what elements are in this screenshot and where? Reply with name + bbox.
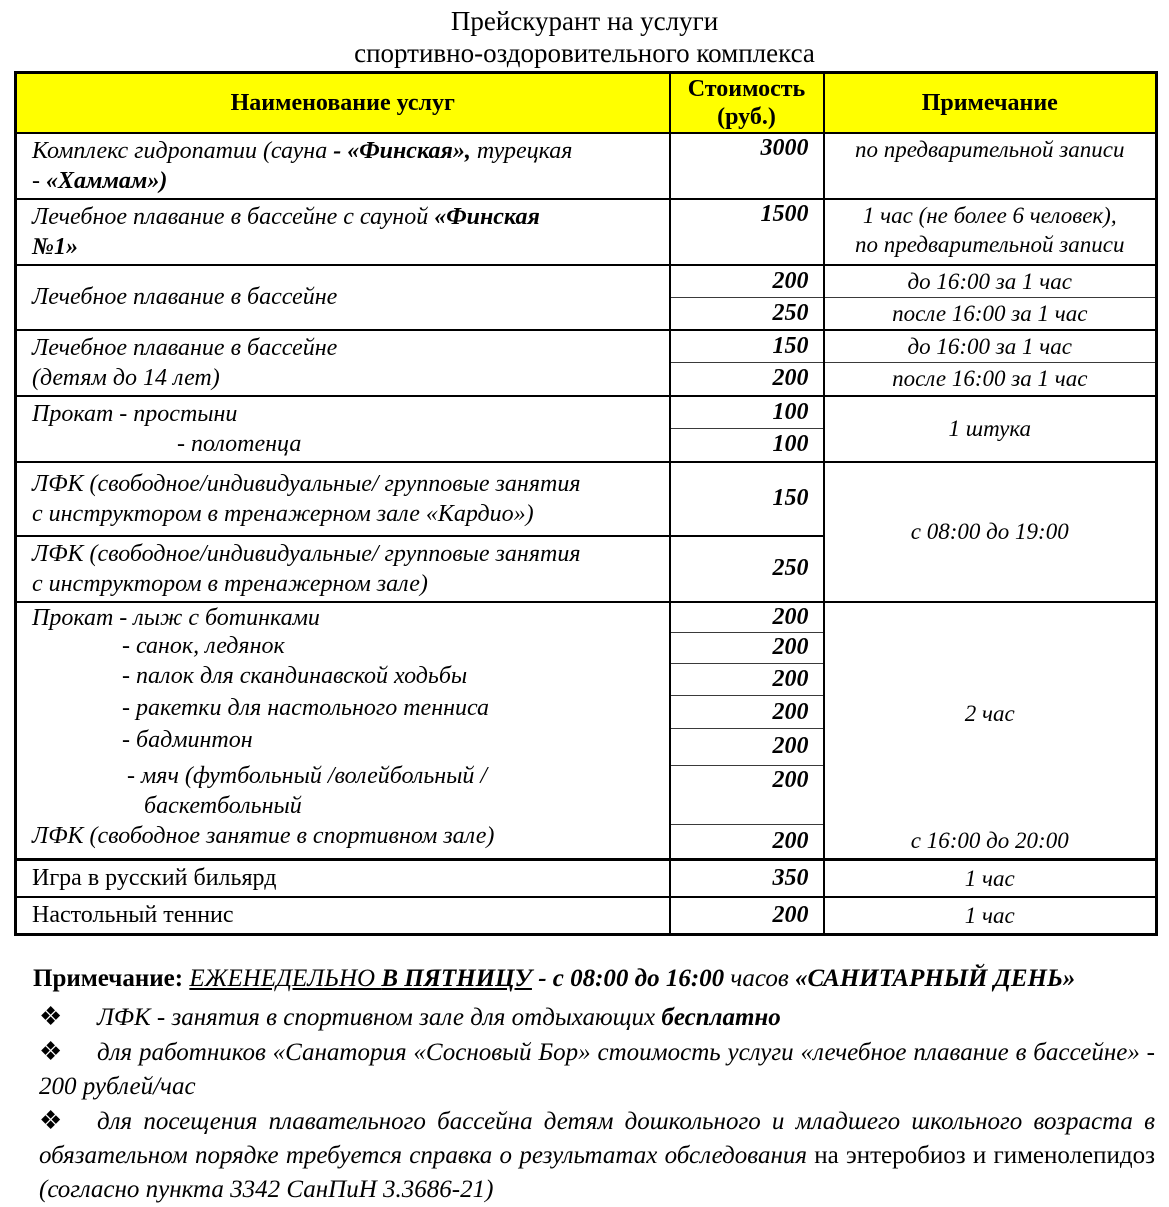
price-value: 200 (670, 696, 824, 729)
table-row (16, 897, 1157, 934)
price-value: 3000 (670, 133, 824, 199)
note-value: после 16:00 за 1 час (824, 297, 1157, 330)
service-name (16, 462, 670, 536)
note-heading: Примечание: ЕЖЕНЕДЕЛЬНО В ПЯТНИЦУ - с 08:00 до 16:00 часов «САНИТАРНЫЙ ДЕНЬ» (33, 964, 1076, 992)
price-value: 1500 (670, 199, 824, 265)
price-value: 200 (670, 765, 824, 824)
diamond-bullet-icon: ❖ (39, 1036, 63, 1066)
service-name: Настольный теннис (16, 897, 670, 934)
table-row (16, 199, 1157, 265)
service-name-line1: Лечебное плавание в бассейне (32, 334, 338, 361)
diamond-bullet-icon: ❖ (39, 1001, 63, 1031)
price-value: 200 (670, 602, 824, 633)
service-name (16, 330, 670, 396)
note-value: до 16:00 за 1 час (824, 330, 1157, 363)
service-name-line1: ЛФК (свободное/индивидуальные/ групповые занятия (32, 540, 581, 567)
table-row (16, 133, 1157, 199)
col-header-price (670, 73, 824, 133)
note-bullet-3-text: для посещения плавательного бассейна детям дошкольного и младшего школьного возраста в обязательном порядке требуется справка о результатах обследования на энтеробиоз и гименолепидоз (согласно пункта 3342 СанПиН 3.3686-21) (39, 1107, 1155, 1203)
service-name: Игра в русский бильярд (16, 859, 670, 897)
title-line-2: спортивно-оздоровительного комплекса (354, 38, 815, 68)
price-value: 200 (670, 363, 824, 396)
note-value: 1 штука (824, 396, 1157, 462)
service-name-line1: Прокат - простыни (32, 400, 238, 427)
table-row (16, 462, 1157, 536)
service-name-line2: (детям до 14 лет) (32, 364, 220, 391)
note-value: по предварительной записи (824, 133, 1157, 199)
service-name-line2: - полотенца (177, 430, 302, 457)
note-bullet-2-text: для работников «Санатория «Сосновый Бор» стоимость услуги «лечебное плавание в бассейне» - 200 рублей/час (39, 1038, 1155, 1100)
note-value: после 16:00 за 1 час (824, 363, 1157, 396)
title-line-1: Прейскурант на услуги (450, 6, 719, 36)
note-bullet-2 (39, 1035, 1155, 1104)
table-row (16, 265, 1157, 298)
note-bullet-3 (39, 1104, 1155, 1207)
service-name: Лечебное плавание в бассейне (16, 265, 670, 330)
rental-item: - палок для скандинавской ходьбы (122, 662, 468, 689)
note-bullet-1 (39, 1000, 1155, 1035)
price-value: 200 (670, 824, 824, 859)
price-value: 200 (670, 633, 824, 664)
service-name-line1: ЛФК (свободное/индивидуальные/ групповые занятия (32, 470, 581, 497)
price-value: 100 (670, 396, 824, 429)
price-value: 250 (670, 536, 824, 602)
rental-item: - бадминтон (122, 726, 253, 753)
note-value: 1 час (824, 859, 1157, 897)
note-value: 2 час (824, 602, 1157, 825)
price-value: 150 (670, 330, 824, 363)
price-value: 200 (670, 663, 824, 696)
table-row (16, 396, 1157, 429)
service-name: Комплекс гидропатии (сауна - «Финская», турецкая - «Хаммам») (16, 133, 670, 199)
note-value: с 08:00 до 19:00 (824, 462, 1157, 602)
service-name (16, 536, 670, 602)
note-value: 1 час (не более 6 человек), по предварительной записи (824, 199, 1157, 265)
rental-item: Прокат - лыж с ботинками (32, 604, 320, 631)
service-name (16, 396, 670, 462)
table-row (16, 330, 1157, 363)
rental-item: - мяч (футбольный /волейбольный / (127, 762, 488, 789)
col-header-services: Наименование услуг (16, 73, 670, 133)
rental-item: ЛФК (свободное занятие в спортивном зале) (32, 822, 495, 849)
notes-section (33, 962, 1155, 1207)
price-value: 200 (670, 728, 824, 765)
rental-item: баскетбольный (144, 792, 302, 819)
col-header-price-line1: Стоимость (687, 75, 806, 102)
note-value: с 16:00 до 20:00 (824, 824, 1157, 859)
note-value: 1 час (824, 897, 1157, 934)
diamond-bullet-icon: ❖ (39, 1105, 63, 1135)
page-title (0, 5, 1169, 69)
service-name: Лечебное плавание в бассейне с сауной «Финская №1» (16, 199, 670, 265)
price-value: 100 (670, 429, 824, 462)
table-row (16, 602, 1157, 633)
price-value: 200 (670, 897, 824, 934)
service-name (16, 602, 670, 860)
price-value: 200 (670, 265, 824, 298)
note-value: до 16:00 за 1 час (824, 265, 1157, 298)
table-row (16, 859, 1157, 897)
price-value: 350 (670, 859, 824, 897)
price-value: 250 (670, 297, 824, 330)
rental-item: - санок, ледянок (122, 632, 285, 659)
price-table (14, 71, 1158, 936)
col-header-note: Примечание (824, 73, 1157, 133)
table-header-row (16, 73, 1157, 133)
rental-item: - ракетки для настольного тенниса (122, 694, 490, 721)
price-value: 150 (670, 462, 824, 536)
col-header-price-line2: (руб.) (717, 103, 776, 130)
service-name-line2: с инструктором в тренажерном зале) (32, 570, 428, 597)
document-page (0, 5, 1169, 1203)
note-bullet-1-text: ЛФК - занятия в спортивном зале для отдыхающих бесплатно (97, 1003, 781, 1031)
service-name-line2: с инструктором в тренажерном зале «Кардио») (32, 500, 534, 527)
